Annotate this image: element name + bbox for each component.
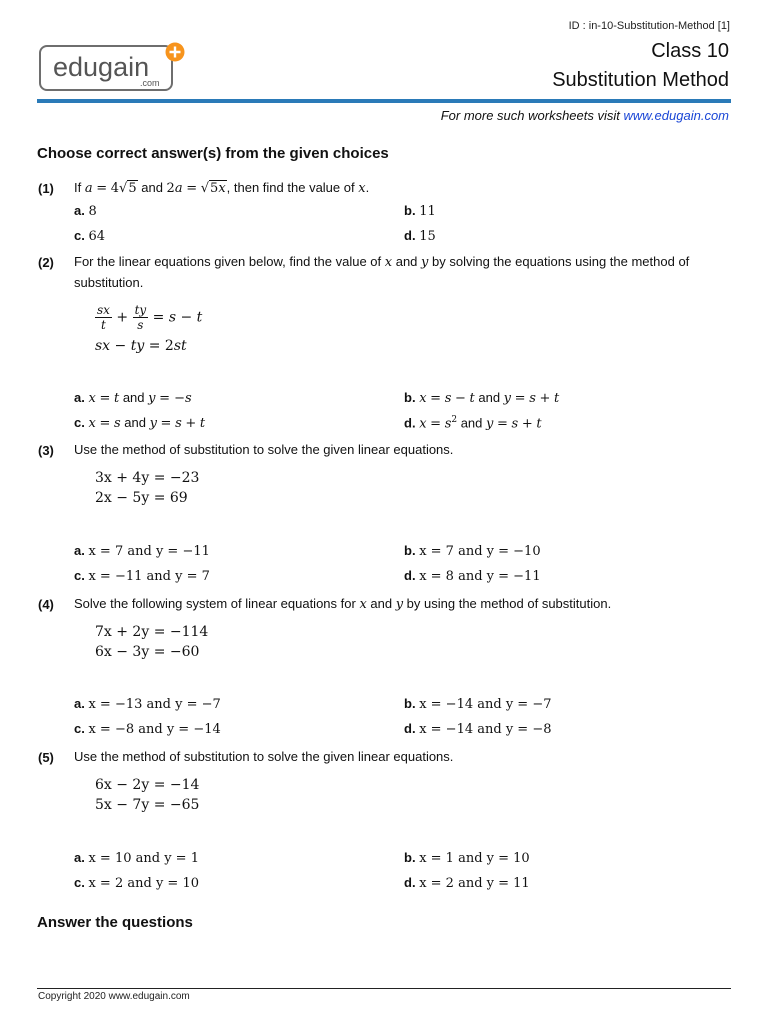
option-1b[interactable]: b. 11 <box>404 203 436 219</box>
option-5c[interactable]: c. x = 2 and y = 10 <box>74 875 199 891</box>
section-title-answer: Answer the questions <box>37 914 193 931</box>
question-text-2: For the linear equations given below, find the value of x and y by solving the equations using the method of substitution. <box>74 254 690 290</box>
question-text-4: Solve the following system of linear equations for x and y by using the method of substitution. <box>74 596 612 612</box>
option-1d[interactable]: d. 15 <box>404 228 436 244</box>
equation-3-1: 3x + 4y = −23 <box>95 470 200 486</box>
more-worksheets-line <box>441 108 729 123</box>
equation-2-1: $\frac{sx}{t}$ + $\frac{ty}{s}$ = s − t <box>97 303 203 332</box>
option-4a[interactable]: a. x = −13 and y = −7 <box>74 696 221 712</box>
question-number-3: (3) <box>38 443 54 458</box>
section-title-choices: Choose correct answer(s) from the given choices <box>37 145 389 162</box>
logo-text: edugain <box>53 52 150 82</box>
equation-4-1: 7x + 2y = −114 <box>95 624 209 640</box>
option-5a[interactable]: a. x = 10 and y = 1 <box>74 850 199 866</box>
logo-sub-text: .com <box>140 78 160 88</box>
question-text-5: Use the method of substitution to solve the given linear equations. <box>74 749 454 764</box>
option-2c[interactable]: c. x = s and y = s + t <box>74 415 206 431</box>
question-number-1: (1) <box>38 181 54 196</box>
edugain-logo[interactable] <box>38 42 186 94</box>
option-2a[interactable]: a. x = t and y = −s <box>74 390 192 406</box>
option-3b[interactable]: b. x = 7 and y = −10 <box>404 543 541 559</box>
equation-4-2: 6x − 3y = −60 <box>95 644 200 660</box>
option-4d[interactable]: d. x = −14 and y = −8 <box>404 721 552 737</box>
option-1a[interactable]: a. 8 <box>74 203 97 219</box>
question-number-2: (2) <box>38 255 54 270</box>
option-2b[interactable]: b. x = s − t and y = s + t <box>404 390 560 406</box>
website-link[interactable]: www.edugain.com <box>623 108 729 123</box>
option-3a[interactable]: a. x = 7 and y = −11 <box>74 543 210 559</box>
equation-5-2: 5x − 7y = −65 <box>95 797 200 813</box>
equation-2-2: sx − ty = 2st <box>95 338 187 354</box>
equation-5-1: 6x − 2y = −14 <box>95 777 200 793</box>
option-4b[interactable]: b. x = −14 and y = −7 <box>404 696 552 712</box>
option-5d[interactable]: d. x = 2 and y = 11 <box>404 875 530 891</box>
document-id: ID : in-10-Substitution-Method [1] <box>568 20 730 32</box>
option-1c[interactable]: c. 64 <box>74 228 106 244</box>
option-4c[interactable]: c. x = −8 and y = −14 <box>74 721 221 737</box>
option-2d[interactable]: d. $x = s^2$ and y = s + t <box>404 415 542 432</box>
question-number-4: (4) <box>38 597 54 612</box>
option-5b[interactable]: b. x = 1 and y = 10 <box>404 850 530 866</box>
topic-title: Substitution Method <box>552 69 729 91</box>
header-divider <box>37 99 731 103</box>
copyright-text: Copyright 2020 www.edugain.com <box>38 991 190 1002</box>
question-text-1: If a = 4√5 and 2a = √5x, then find the value of x. <box>74 180 370 196</box>
more-text: For more such worksheets visit <box>440 108 624 123</box>
equation-3-2: 2x − 5y = 69 <box>95 490 188 506</box>
class-title: Class 10 <box>651 40 729 62</box>
question-number-5: (5) <box>38 750 54 765</box>
question-text-3: Use the method of substitution to solve the given linear equations. <box>74 442 454 457</box>
option-3c[interactable]: c. x = −11 and y = 7 <box>74 568 210 584</box>
option-3d[interactable]: d. x = 8 and y = −11 <box>404 568 541 584</box>
footer-divider <box>37 988 731 989</box>
